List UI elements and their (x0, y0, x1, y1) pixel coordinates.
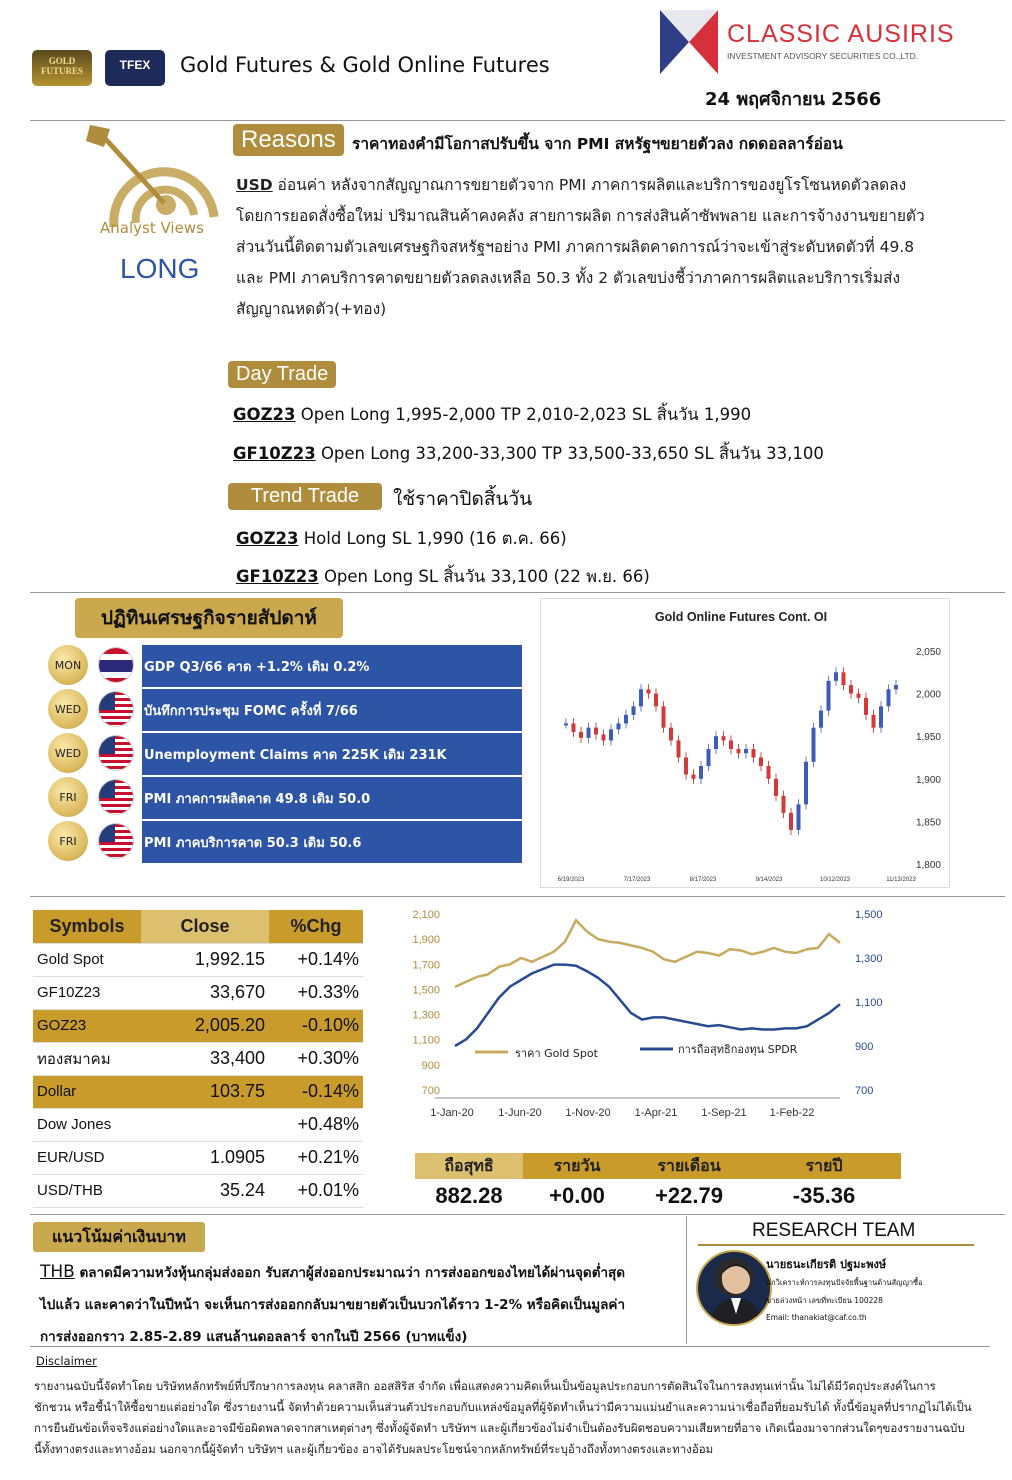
calendar-day: FRI (48, 777, 88, 817)
oi-candle (812, 728, 816, 762)
oi-candle (707, 749, 711, 766)
oi-candle (714, 736, 718, 749)
calendar-event-text: PMI ภาคการผลิตคาด 49.8 เดิม 50.0 (142, 777, 522, 819)
brand-name: CLASSIC AUSIRIS (727, 20, 955, 48)
x-tick-label: 8/17/2023 (689, 877, 717, 883)
x-tick-label: 7/17/2023 (623, 877, 651, 883)
calendar-event (48, 821, 528, 861)
y-right-tick-label: 1,100 (855, 997, 883, 1009)
disclaimer-line-1: รายงานฉบับนี้จัดทำโดย บริษัทหลักทรัพย์ที่ปรึกษาการลงทุน คลาสสิก ออสสิริส จำกัด เพื่อแสดงความคิดเห็นเป็นข้อมูลประกอบการตัดสินใจในการลงทุนเท่านั้น ไม่ได้มีวัตถุประสงค์ในการ (34, 1379, 936, 1393)
oi-candle (654, 694, 658, 707)
y-left-tick-label: 1,500 (412, 984, 440, 997)
baht-body (40, 1256, 680, 1353)
spdr-header-year: รายปี (747, 1153, 901, 1179)
spdr-summary (415, 1153, 901, 1209)
reasons-line-1-text: อ่อนค่า หลังจากสัญญาณการขยายตัวจาก PMI ภาคการผลิตและบริการของยูโรโซนหดตัวลดลง (272, 176, 907, 194)
oi-candle (864, 698, 868, 715)
cell-close (141, 1108, 269, 1141)
calendar-day: WED (48, 689, 88, 729)
day-trade-text-2: Open Long 33,200-33,300 TP 33,500-33,650 SL สิ้นวัน 33,100 (315, 444, 824, 463)
cell-symbol: GOZ23 (33, 1009, 141, 1042)
disclaimer-body (34, 1376, 994, 1460)
oi-candle (782, 796, 786, 813)
table-row (33, 1075, 363, 1108)
oi-candle (774, 779, 778, 796)
cell-chg: +0.01% (269, 1174, 363, 1207)
reasons-headline: ราคาทองคำมีโอกาสปรับขึ้น จาก PMI สหรัฐฯขยายตัวลง กดดอลลาร์อ่อน (352, 135, 843, 153)
oi-candle (879, 706, 883, 727)
oi-candle (744, 749, 748, 753)
cell-close: 1.0905 (141, 1141, 269, 1174)
cell-close: 33,400 (141, 1042, 269, 1075)
y-left-tick-label: 2,100 (412, 909, 440, 921)
oi-candle (587, 728, 591, 738)
cell-chg: -0.10% (269, 1009, 363, 1042)
oi-chart (540, 598, 950, 888)
oi-chart-svg (541, 599, 951, 889)
oi-candle (572, 723, 576, 732)
brand-mark-icon (660, 10, 718, 74)
analyst-role-2: ขายล่วงหน้า เลขที่ทะเบียน 100228 (766, 1296, 883, 1305)
baht-line-2: ไปแล้ว และคาดว่าในปีหน้า จะเห็นการส่งออกกลับมาขยายตัวเป็นบวกได้ราว 1-2% หรือคิดเป็นมูลค่า (40, 1297, 626, 1313)
calendar-day: WED (48, 733, 88, 773)
day-trade-text-1: Open Long 1,995-2,000 TP 2,010-2,023 SL สิ้นวัน 1,990 (295, 405, 752, 424)
cell-close: 103.75 (141, 1075, 269, 1108)
research-title-underline (698, 1244, 974, 1246)
reasons-line-1 (236, 170, 1006, 201)
oi-chart-title: Gold Online Futures Cont. OI (654, 610, 828, 624)
y-right-tick-label: 1,500 (855, 909, 883, 921)
trend-trade-text-2: Open Long SL สิ้นวัน 33,100 (22 พ.ย. 66) (318, 567, 650, 586)
oi-candle (684, 758, 688, 775)
trend-trade-item-1 (236, 526, 567, 552)
section-divider-3 (30, 1214, 1005, 1215)
y-left-tick-label: 1,100 (412, 1034, 440, 1047)
trend-trade-text-1: Hold Long SL 1,990 (16 ต.ค. 66) (298, 529, 567, 548)
brand-subtitle: INVESTMENT ADVISORY SECURITIES CO.,LTD. (727, 51, 919, 61)
legend-spdr-label: การถือสุทธิกองทุน SPDR (678, 1043, 798, 1056)
price-table (33, 910, 363, 1208)
oi-candle (602, 734, 606, 740)
y-left-tick-label: 900 (421, 1059, 440, 1072)
oi-candle (699, 766, 703, 779)
disclaimer-line-2: ชักชวน หรือชี้นำให้ซื้อขายแต่อย่างใด ซึ่งรายงานนี้ จัดทำด้วยความเห็นส่วนตัวประกอบกับแหล่งข้อมูลที่ผู้จัดทำเห็นว่ามีความแม่นยำและความน่าเชื่อถือที่ยอมรับได้ ทั้งนี้ข้อมูลที่ปรากฏไม่ได้เป็น (34, 1400, 972, 1414)
cell-chg: +0.30% (269, 1042, 363, 1075)
analyst-avatar (696, 1250, 772, 1326)
usa-flag-icon (98, 823, 134, 859)
calendar-event-text: Unemployment Claims คาด 225K เดิม 231K (142, 733, 522, 775)
table-row (33, 1042, 363, 1075)
calendar-event (48, 777, 528, 817)
usa-flag-icon (98, 691, 134, 727)
cell-symbol: ทองสมาคม (33, 1042, 141, 1075)
col-header-symbols: Symbols (33, 910, 141, 943)
cell-symbol: EUR/USD (33, 1141, 141, 1174)
cell-symbol: Dow Jones (33, 1108, 141, 1141)
calendar-title: ปฏิทินเศรษฐกิจรายสัปดาห์ (75, 598, 343, 638)
day-trade-item-2 (233, 441, 824, 467)
gold-spdr-chart-svg (400, 900, 910, 1130)
x-tick-label: 1-Nov-20 (565, 1107, 611, 1119)
analyst-photo-icon (698, 1252, 772, 1326)
spdr-value-year: -35.36 (792, 1183, 856, 1208)
reasons-line-2: โดยการยอดสั่งซื้อใหม่ ปริมาณสินค้าคงคลัง สายการผลิต การส่งสินค้าซัพพลาย และการจ้างงานขยายตัว (236, 207, 925, 225)
y-right-tick-label: 700 (855, 1085, 874, 1097)
thb-label: THB (40, 1262, 75, 1282)
analyst-role: นักวิเคราะห์การลงทุนปัจจัยพื้นฐานด้านสัญญาซื้อ (766, 1278, 923, 1287)
trend-trade-item-2 (236, 564, 650, 590)
x-tick-label: 1-Sep-21 (701, 1107, 747, 1119)
spdr-value-net: 882.28 (435, 1183, 503, 1208)
oi-candle (579, 732, 583, 738)
col-header-close: Close (141, 910, 269, 943)
y-left-tick-label: 1,700 (412, 959, 440, 972)
trend-trade-note: ใช้ราคาปิดสิ้นวัน (393, 488, 533, 510)
oi-candle (819, 711, 823, 728)
calendar-event-text: บันทึกการประชุม FOMC ครั้งที่ 7/66 (142, 689, 522, 731)
report-date: 24 พฤศจิกายน 2566 (705, 89, 882, 110)
spdr-holding-line (455, 965, 840, 1046)
reasons-line-5: สัญญาณหดตัว(+ทอง) (236, 300, 387, 318)
oi-candle (662, 706, 666, 727)
baht-tag: แนวโน้มค่าเงินบาท (33, 1222, 205, 1252)
spdr-value-day: +0.00 (549, 1183, 605, 1208)
spdr-header-net: ถือสุทธิ (415, 1153, 523, 1179)
x-tick-label: 10/12/2023 (819, 877, 851, 883)
table-row (33, 1108, 363, 1141)
legend-gold-label: ราคา Gold Spot (515, 1047, 598, 1060)
y-left-tick-label: 1,300 (412, 1009, 440, 1022)
x-tick-label: 6/19/2023 (557, 877, 585, 883)
y-right-tick-label: 1,300 (855, 953, 883, 965)
oi-candle (834, 672, 838, 681)
oi-candle (767, 766, 771, 779)
spdr-header-day: รายวัน (523, 1153, 631, 1179)
cell-close: 2,005.20 (141, 1009, 269, 1042)
oi-candle (849, 685, 853, 694)
baht-line-3: การส่งออกราว 2.85-2.89 แสนล้านดอลลาร์ จากในปี 2566 (บาทแข็ง) (40, 1329, 468, 1345)
thailand-flag-icon (98, 647, 134, 683)
trend-trade-symbol-2: GF10Z23 (236, 567, 319, 586)
oi-candle (564, 723, 568, 725)
oi-candle (872, 715, 876, 728)
spdr-summary-header (415, 1153, 901, 1179)
oi-candle (827, 681, 831, 711)
usa-flag-icon (98, 779, 134, 815)
analyst-name: นายธนะเกียรติ ปฐมะพงษ์ (766, 1258, 887, 1271)
day-trade-symbol-2: GF10Z23 (233, 444, 316, 463)
oi-candle (632, 706, 636, 715)
day-trade-item-1 (233, 402, 751, 428)
calendar-event-text: PMI ภาคบริการคาด 50.3 เดิม 50.6 (142, 821, 522, 863)
reasons-line-3: ส่วนวันนี้ติดตามตัวเลขเศรษฐกิจสหรัฐฯอย่าง PMI ภาคการผลิตคาดการณ์ว่าจะเข้าสู่ระดับหดตัวที่ 49.8 (236, 238, 915, 256)
calendar-day: MON (48, 645, 88, 685)
y-tick-label: 2,050 (915, 647, 941, 658)
spdr-header-month: รายเดือน (631, 1153, 747, 1179)
oi-candle (722, 736, 726, 740)
oi-candle (752, 749, 756, 758)
analyst-views-label: Analyst Views (100, 219, 204, 237)
disclaimer-title: Disclaimer (36, 1354, 97, 1368)
price-table-header (33, 910, 363, 943)
spdr-summary-values (415, 1179, 901, 1209)
day-trade-tag: Day Trade (228, 361, 336, 388)
oi-candle (609, 729, 613, 740)
oi-candle (639, 689, 643, 706)
oi-candle (617, 723, 621, 729)
usd-label: USD (236, 176, 273, 194)
analyst-email: Email: thanakiat@caf.co.th (766, 1313, 867, 1322)
oi-candle (669, 728, 673, 741)
calendar-event (48, 689, 528, 729)
day-trade-symbol-1: GOZ23 (233, 405, 296, 424)
y-tick-label: 2,000 (915, 689, 941, 701)
calendar-event (48, 645, 528, 685)
cell-close: 1,992.15 (141, 943, 269, 976)
section-divider-2 (30, 896, 1005, 897)
section-divider-1 (30, 592, 1005, 593)
baht-line-1 (40, 1256, 680, 1289)
header-divider (30, 120, 1005, 121)
oi-candle (594, 728, 598, 735)
x-tick-label: 9/14/2023 (755, 877, 783, 883)
usa-flag-icon (98, 735, 134, 771)
reasons-body (236, 170, 1006, 325)
analyst-stance: LONG (120, 253, 200, 284)
oi-candle (887, 689, 891, 706)
table-row (33, 1009, 363, 1042)
y-tick-label: 1,800 (915, 860, 941, 871)
baht-line-1-text: ตลาดมีความหวังหุ้นกลุ่มส่งออก รับสภาผู้ส่งออกประมาณว่า การส่งออกของไทยได้ผ่านจุดต่ำสุด (74, 1265, 626, 1281)
oi-candle (789, 813, 793, 830)
vertical-divider (686, 1216, 687, 1344)
page-title: Gold Futures & Gold Online Futures (180, 53, 550, 77)
oi-candle (804, 762, 808, 805)
disclaimer-line-4: นี้ทั้งทางตรงและทางอ้อม นอกจากนี้ผู้จัดทำ บริษัทฯ และผู้เกี่ยวข้อง อาจได้รับผลประโยชน์จากหลักทรัพย์ที่ระบุอ้างถึงทั้งทางตรงและทางอ้อม (34, 1442, 714, 1456)
x-tick-label: 1-Jan-20 (430, 1107, 474, 1119)
oi-candle (894, 685, 898, 689)
table-row (33, 943, 363, 976)
table-row (33, 1174, 363, 1207)
x-tick-label: 1-Jun-20 (498, 1107, 542, 1119)
cell-close: 33,670 (141, 976, 269, 1009)
cell-chg: +0.33% (269, 976, 363, 1009)
research-team-title: RESEARCH TEAM (752, 1220, 916, 1241)
cell-symbol: USD/THB (33, 1174, 141, 1207)
y-tick-label: 1,900 (915, 774, 941, 786)
oi-candle (842, 672, 846, 685)
cell-chg: -0.14% (269, 1075, 363, 1108)
y-left-tick-label: 1,900 (412, 934, 440, 947)
cell-symbol: Gold Spot (33, 943, 141, 976)
trend-trade-tag: Trend Trade (228, 483, 382, 510)
table-row (33, 976, 363, 1009)
cell-chg: +0.21% (269, 1141, 363, 1174)
tfex-logo-text: TFEX (119, 58, 151, 72)
oi-candle (729, 740, 733, 749)
x-tick-label: 11/13/2023 (886, 877, 916, 883)
oi-candle (624, 715, 628, 724)
disclaimer-line-3: การยืนยันข้อเท็จจริงแต่อย่างใดและอาจมีข้อผิดพลาดจากสาเหตุต่างๆ ซึ่งทั้งผู้จัดทำ บริษัทฯ และผู้เกี่ยวข้องไม่จำเป็นต้องรับผิดชอบความเสียหายที่อาจ เกิดเนื่องมาจากส่วนใดๆของรายงานฉบับ (34, 1421, 965, 1435)
oi-candle (857, 694, 861, 698)
cell-close: 35.24 (141, 1174, 269, 1207)
spdr-value-month: +22.79 (655, 1183, 723, 1208)
gold-spot-line (455, 920, 840, 987)
col-header-chg: %Chg (269, 910, 363, 943)
y-left-tick-label: 700 (421, 1085, 440, 1097)
calendar-day: FRI (48, 821, 88, 861)
oi-candle (797, 804, 801, 830)
section-divider-4 (30, 1346, 990, 1347)
cell-chg: +0.14% (269, 943, 363, 976)
gold-futures-logo-text: GOLD FUTURES (40, 56, 83, 76)
gold-futures-logo (32, 50, 92, 86)
trend-trade-symbol-1: GOZ23 (236, 529, 299, 548)
reasons-tag: Reasons (233, 124, 344, 156)
oi-candle (759, 758, 763, 767)
calendar-event (48, 733, 528, 773)
x-tick-label: 1-Feb-22 (769, 1107, 815, 1119)
oi-candle (692, 775, 696, 779)
y-right-tick-label: 900 (855, 1041, 874, 1053)
y-tick-label: 1,950 (915, 732, 941, 744)
oi-candle (647, 689, 651, 693)
tfex-logo (105, 50, 165, 86)
oi-candle (737, 749, 741, 753)
table-row (33, 1141, 363, 1174)
cell-symbol: Dollar (33, 1075, 141, 1108)
cell-symbol: GF10Z23 (33, 976, 141, 1009)
x-tick-label: 1-Apr-21 (634, 1107, 678, 1119)
reasons-line-4: และ PMI ภาคบริการคาดขยายตัวลดลงเหลือ 50.3 ทั้ง 2 ตัวเลขบ่งชี้ว่าภาคการผลิตและบริการเริ่มส่ง (236, 269, 901, 287)
calendar-event-text: GDP Q3/66 คาด +1.2% เดิม 0.2% (142, 645, 522, 687)
y-tick-label: 1,850 (915, 817, 941, 829)
gold-spdr-chart (400, 900, 910, 1130)
oi-candle (677, 740, 681, 757)
cell-chg: +0.48% (269, 1108, 363, 1141)
